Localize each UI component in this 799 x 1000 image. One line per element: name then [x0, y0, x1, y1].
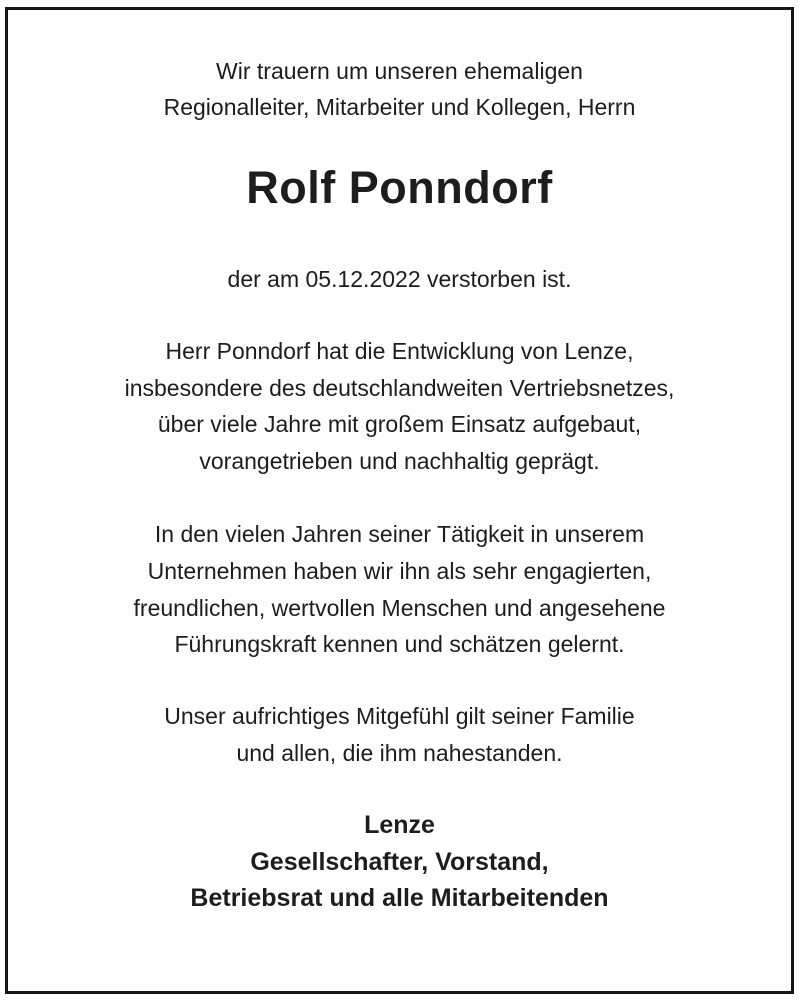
paragraph-1-line-4: vorangetrieben und nachhaltig geprägt. — [199, 448, 600, 474]
signature-line-3: Betriebsrat und alle Mitarbeitenden — [190, 884, 609, 912]
paragraph-3-line-2: und allen, die ihm nahestanden. — [236, 740, 563, 766]
paragraph-1-line-2: insbesondere des deutschlandweiten Vertriebsnetzes, — [124, 375, 675, 401]
date-line: der am 05.12.2022 verstorben ist. — [227, 266, 572, 292]
paragraph-2-line-3: freundlichen, wertvollen Menschen und angesehene — [133, 595, 666, 621]
deceased-name: Rolf Ponndorf — [246, 162, 553, 213]
paragraph-2-line-1: In den vielen Jahren seiner Tätigkeit in unserem — [154, 521, 645, 547]
paragraph-2-line-2: Unternehmen haben wir ihn als sehr engagierten, — [147, 558, 652, 584]
paragraph-3-line-1: Unser aufrichtiges Mitgefühl gilt seiner Familie — [164, 703, 635, 729]
paragraph-1-line-1: Herr Ponndorf hat die Entwicklung von Lenze, — [165, 338, 634, 364]
paragraph-2-line-4: Führungskraft kennen und schätzen gelernt. — [174, 631, 625, 657]
paragraph-1-line-3: über viele Jahre mit großem Einsatz aufgebaut, — [157, 411, 642, 437]
intro-line-1: Wir trauern um unseren ehemaligen — [216, 58, 583, 84]
signature-line-2: Gesellschafter, Vorstand, — [250, 848, 549, 876]
obituary-notice — [5, 7, 794, 994]
signature-company: Lenze — [364, 811, 435, 839]
intro-line-2: Regionalleiter, Mitarbeiter und Kollegen, Herrn — [163, 94, 636, 120]
